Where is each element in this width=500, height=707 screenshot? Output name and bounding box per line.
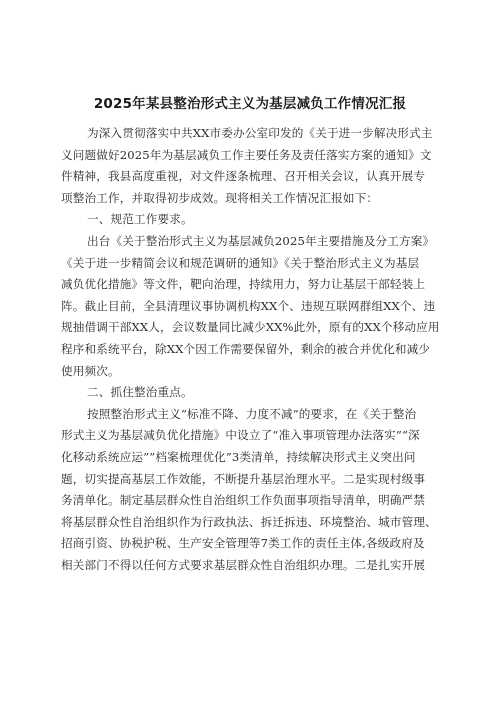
paragraph-line: 题，切实提高基层工作效能，不断提升基层治理水平。二是实现村级事 [61, 471, 426, 486]
paragraph-line: 为深入贯彻落实中共XX市委办公室印发的《关于进一步解决形式主 [87, 126, 433, 140]
section-heading: 二、抓住整治重点。 [87, 385, 193, 400]
paragraph-line: 相关部门不得以任何方式要求基层群众性自治组织办理。二是扎实开展 [61, 557, 426, 572]
paragraph-line: 招商引资、协税护税、生产安全管理等7类工作的责任主体,各级政府及 [61, 536, 425, 551]
paragraph-line: 阵。截止目前，全县清理议事协调机构XX个、违规互联网群组XX个、违 [61, 298, 436, 313]
paragraph-line: 规抽借调干部XX人，会议数量同比减少XX%此外，原有的XX个移动应用 [61, 320, 440, 335]
section-heading: 一、规范工作要求。 [87, 212, 193, 227]
paragraph-line: 件精神，我县高度重视，对文件逐条梳理、召开相关会议，认真开展专 [61, 169, 426, 184]
document-body [61, 123, 453, 576]
paragraph-line: 出台《关于整治形式主义为基层减负2025年主要措施及分工方案》 [87, 233, 435, 248]
paragraph-line: 项整治工作，并取得初步成效。现将相关工作情况汇报如下： [61, 190, 379, 205]
paragraph-line: 使用频次。 [61, 363, 120, 378]
paragraph-line: 《关于进一步精简会议和规范调研的通知》《关于整治形式主义为基层 [61, 255, 420, 270]
paragraph-line: 义问题做好2025年为基层减负工作主要任务及责任落实方案的通知》文 [61, 147, 432, 162]
paragraph-line: 将基层群众性自治组织作为行政执法、拆迁拆违、环境整治、城市管理、 [61, 514, 437, 529]
paragraph-line: 化移动系统应运””档案梳理优化”3类清单，持续解决形式主义突出问 [61, 449, 416, 464]
paragraph-line: 按照整治形式主义”标准不降、力度不减”的要求，在《关于整治 [87, 406, 417, 421]
document-title: 2025年某县整治形式主义为基层减负工作情况汇报 [93, 96, 407, 112]
paragraph-line: 程序和系统平台，除XX个因工作需要保留外，剩余的被合并优化和减少 [61, 341, 431, 356]
paragraph-line: 减负优化措施》等文件，靶向治理，持续用力，努力让基层干部轻装上 [61, 277, 426, 292]
paragraph-line: 务清单化。制定基层群众性自治组织工作负面事项指导清单，明确严禁 [61, 493, 426, 508]
paragraph-line: 形式主义为基层减负优化措施》中设立了“准入事项管理办法落实”“深 [61, 428, 420, 443]
